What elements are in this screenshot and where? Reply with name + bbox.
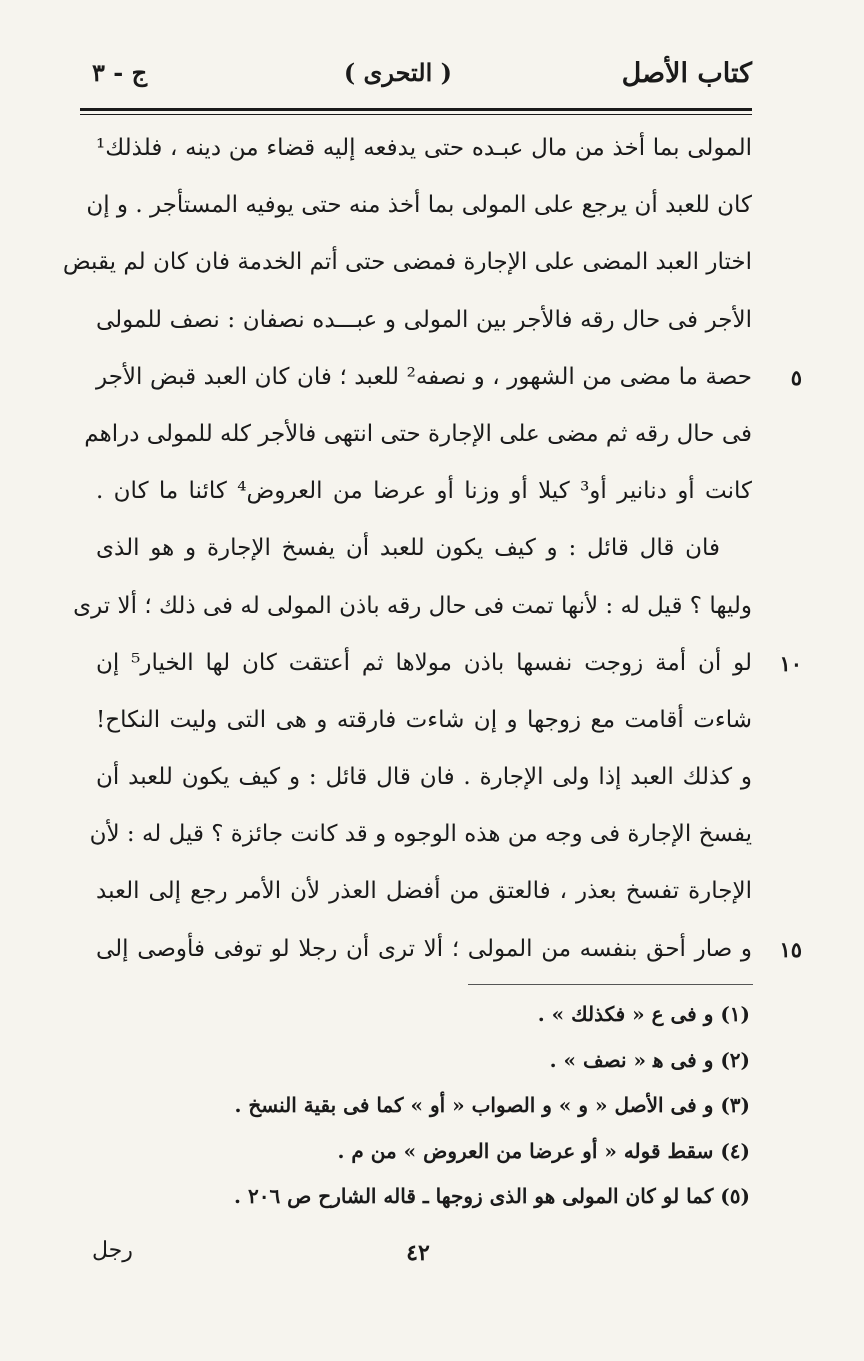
text-line bbox=[96, 349, 802, 406]
line-text: فان قال قائل : و كيف يكون للعبد أن يفسخ الإجارة و هو الذى bbox=[96, 535, 720, 562]
text-line bbox=[73, 578, 752, 635]
footnote: (٤) سقط قوله « أو عرضا من العروض » من م . bbox=[337, 1138, 750, 1163]
text-line bbox=[96, 863, 752, 920]
footnote: (٥) كما لو كان المولى هو الذى زوجها ـ قاله الشارح ص ٢٠٦ . bbox=[234, 1184, 750, 1208]
text-line bbox=[86, 177, 752, 234]
line-text: كانت أو دنانير أو³ كيلا أو وزنا أو عرضا من العروض⁴ كائنا ما كان . bbox=[96, 478, 752, 505]
text-line bbox=[96, 635, 802, 692]
line-text: يفسخ الإجارة فى وجه من هذه الوجوه و قد كانت جائزة ؟ قيل له : لأن bbox=[89, 821, 752, 848]
volume-number: ج - ٣ bbox=[92, 58, 148, 87]
footnote: (١) و فى ع « فكذلك » . bbox=[537, 1002, 750, 1026]
chapter-title: ( التحرى ) bbox=[343, 58, 452, 87]
line-text: شاءت أقامت مع زوجها و إن شاءت فارقته و هى التى وليت النكاح! bbox=[96, 706, 752, 733]
footnotes bbox=[150, 992, 750, 1220]
footnote: (٣) و فى الأصل « و » و الصواب « أو » كما فى بقية النسخ . bbox=[234, 1093, 750, 1117]
line-number: ١٠ bbox=[779, 650, 802, 676]
text-line bbox=[96, 120, 752, 177]
text-line bbox=[96, 292, 752, 349]
text-line bbox=[89, 806, 752, 863]
line-number: ١٥ bbox=[779, 936, 802, 962]
line-text: وليها ؟ قيل له : لأنها تمت فى حال رقه باذن المولى له فى ذلك ؛ ألا ترى bbox=[73, 592, 752, 619]
text-line bbox=[96, 921, 802, 978]
line-text: و صار أحق بنفسه من المولى ؛ ألا ترى أن رجلا لو توفى فأوصى إلى bbox=[96, 935, 752, 962]
line-text: كان للعبد أن يرجع على المولى بما أخذ منه حتى يوفيه المستأجر . و إن bbox=[86, 192, 752, 219]
text-line bbox=[96, 463, 752, 520]
line-text: الإجارة تفسخ بعذر ، فالعتق من أفضل العذر لأن الأمر رجع إلى العبد bbox=[96, 878, 752, 905]
running-header bbox=[92, 58, 752, 98]
line-text: حصة ما مضى من الشهور ، و نصفه² للعبد ؛ فان كان العبد قبض الأجر bbox=[96, 363, 752, 390]
footnote-separator bbox=[468, 984, 753, 985]
text-line bbox=[96, 520, 752, 577]
line-text: و كذلك العبد إذا ولى الإجارة . فان قال قائل : و كيف يكون للعبد أن bbox=[96, 764, 752, 791]
text-line bbox=[84, 406, 752, 463]
line-number: ٥ bbox=[790, 364, 802, 390]
page-number: ٤٢ bbox=[406, 1240, 430, 1266]
text-line bbox=[96, 692, 752, 749]
text-line bbox=[62, 234, 752, 291]
text-line bbox=[96, 749, 752, 806]
main-text bbox=[62, 120, 802, 978]
line-text: فى حال رقه ثم مضى على الإجارة حتى انتهى فالأجر كله للمولى دراهم bbox=[84, 420, 752, 447]
line-text: الأجر فى حال رقه فالأجر بين المولى و عبـــده نصفان : نصف للمولى bbox=[96, 306, 752, 333]
footnote: (٢) و فى ﻫ « نصف » . bbox=[549, 1047, 750, 1072]
line-text: اختار العبد المضى على الإجارة فمضى حتى أتم الخدمة فان كان لم يقبض bbox=[62, 249, 752, 276]
header-rule-thick bbox=[80, 108, 752, 111]
book-title: كتاب الأصل bbox=[621, 58, 752, 89]
line-text: لو أن أمة زوجت نفسها باذن مولاها ثم أعتقت كان لها الخيار⁵ إن bbox=[96, 649, 753, 676]
catchword: رجل bbox=[92, 1238, 133, 1263]
header-rule-thin bbox=[80, 114, 752, 115]
line-text: المولى بما أخذ من مال عبـده حتى يدفعه إليه قضاء من دينه ، فلذلك¹ bbox=[96, 135, 752, 161]
